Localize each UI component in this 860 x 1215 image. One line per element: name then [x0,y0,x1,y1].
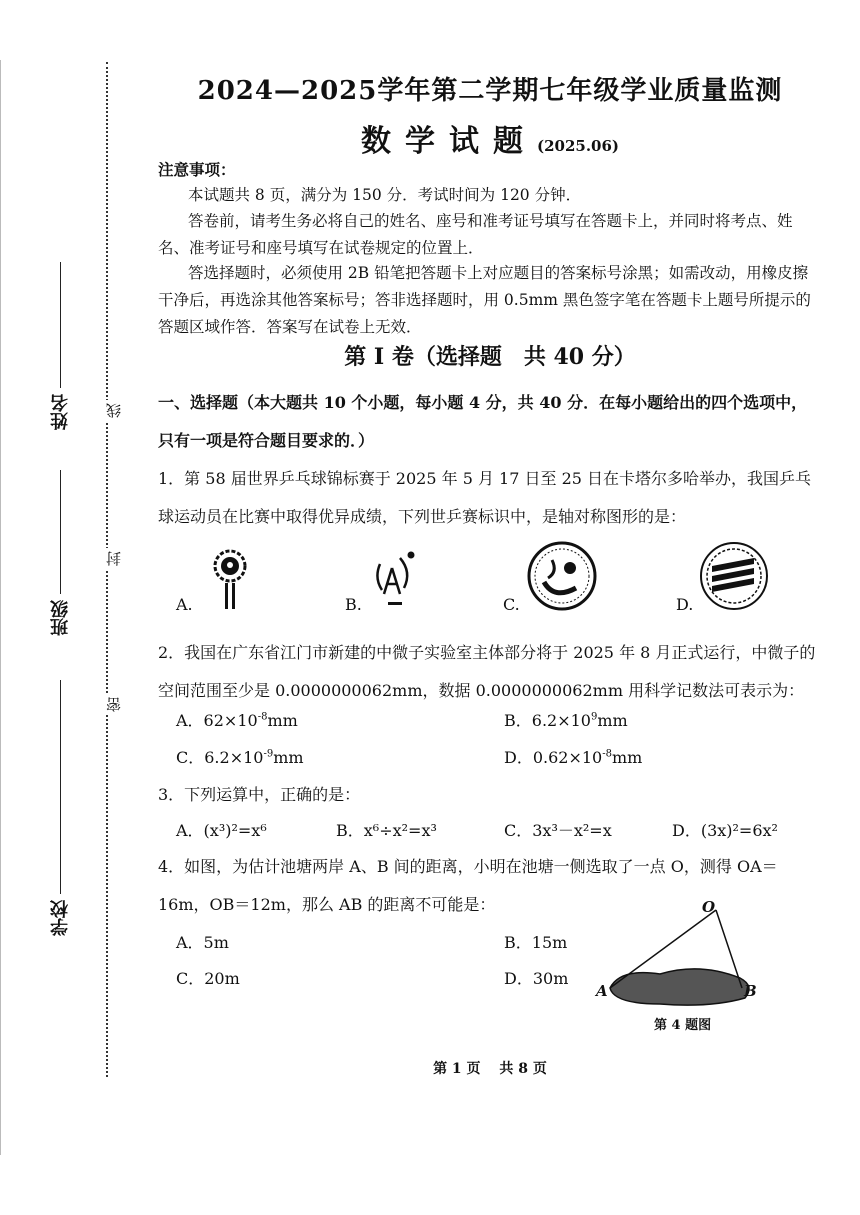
notice-p2: 答卷前，请考生务必将自己的姓名、座号和准考证号填写在答题卡上，并同时将考点、姓名、准考证号和座号填写在试卷规定的位置上． [158,212,793,257]
section-instruction: 一、选择题（本大题共 10 个小题，每小题 4 分，共 40 分．在每小题给出的四个选项中，只有一项是符合题目要求的．） [158,393,808,450]
subject-title: 数学试题 [360,124,537,159]
q1-option-a-label: A. [176,595,193,614]
school-write-line [60,680,61,894]
class-label: 班级 [50,600,71,636]
seal-char-xian: 线 [103,400,124,421]
seal-char-feng: 封 [103,548,124,569]
q2-d-base: D．0.62×10 [504,748,603,767]
q2-option-c [176,745,304,768]
q1-option-c-label: C. [503,595,520,614]
q3-option-d: D．(3x)²=6x² [672,821,778,840]
question-4-line1: 4．如图，为估计池塘两岸 A、B 间的距离，小明在池塘一侧选取了一点 O，测得 OA＝ [158,857,778,876]
q2-c-unit: mm [273,748,304,767]
section-heading: 第 I 卷（选择题 共 40 分） [344,344,636,370]
q1-logo-d-icon [696,538,772,614]
q1-logo-b-icon [370,548,420,612]
page-footer: 第 1 页 共 8 页 [433,1061,547,1077]
notice-p1: 本试题共 8 页，满分为 150 分．考试时间为 120 分钟． [188,186,582,204]
name-write-line [60,262,61,388]
q2-b-exp: 9 [590,711,598,723]
q2-a-exp: -8 [257,711,268,723]
q1-logo-c-icon [524,538,600,614]
q1-logo-a-icon [206,547,254,613]
seal-dotted-line [106,62,108,1077]
q4-label-b: B [744,982,757,1000]
q4-option-a: A．5m [176,933,229,952]
q4-option-d: D．30m [504,969,569,988]
q3-option-a: A．(x³)²=x⁶ [176,821,267,840]
q2-c-base: C．6.2×10 [176,748,264,767]
question-3-text: 3．下列运算中，正确的是： [158,785,361,804]
exam-subject [160,116,820,160]
exam-title: 2024—2025学年第二学期七年级学业质量监测 [197,76,783,106]
question-1-text: 1．第 58 届世界乒乓球锦标赛于 2025 年 5 月 17 日至 25 日在卡塔尔多哈举办，我国乒乓球运动员在比赛中取得优异成绩，下列世乒赛标识中，是轴对称图形的是： [158,469,812,526]
q2-option-b [504,708,628,731]
q4-pond-figure [590,898,770,1010]
q2-b-base: B．6.2×10 [504,711,591,730]
school-label: 学校 [50,900,71,936]
question-2-text: 2．我国在广东省江门市新建的中微子实验室主体部分将于 2025 年 8 月正式运行，中微子的空间范围至少是 0.0000000062mm，数据 0.0000000062mm 用科学记数法可表示为： [158,643,816,700]
exam-date: (2025.06) [536,137,620,155]
q1-option-d-label: D. [676,595,694,614]
q4-label-a: A [596,982,608,1000]
q4-option-b: B．15m [504,933,568,952]
q1-option-b-label: B. [345,595,362,614]
q4-figure-caption: 第 4 题图 [654,1018,712,1033]
page-edge-line [0,60,1,1155]
name-label: 姓名 [50,394,71,430]
q4-option-c: C．20m [176,969,240,988]
q2-b-unit: mm [597,711,628,730]
seal-char-mi: 密 [103,694,124,715]
q2-a-base: A．62×10 [176,711,258,730]
q2-d-exp: -8 [602,748,612,760]
q2-option-a [176,708,298,731]
notice-p3: 答选择题时，必须使用 2B 铅笔把答题卡上对应题目的答案标号涂黑；如需改动，用橡皮擦干净后，再选涂其他答案标号；答非选择题时，用 0.5mm 黑色签字笔在答题卡上题号所提示的答题区域作答．答案写在试卷上无效． [158,264,811,336]
q3-option-c: C．3x³－x²=x [504,821,612,840]
q4-label-o: O [702,898,716,916]
q2-c-exp: -9 [263,748,274,760]
class-write-line [60,470,61,594]
notice-heading: 注意事项： [158,160,236,179]
q2-option-d [504,745,642,768]
q2-d-unit: mm [611,748,643,767]
q2-a-unit: mm [267,711,298,730]
q3-option-b: B．x⁶÷x²=x³ [336,821,437,840]
question-4-line2: 16m，OB＝12m，那么 AB 的距离不可能是： [158,895,496,914]
